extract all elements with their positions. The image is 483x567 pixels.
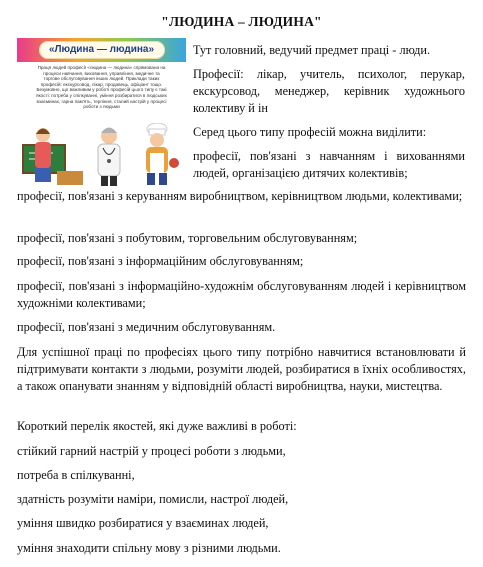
quality-item: стійкий гарний настрій у процесі роботи з людьми, bbox=[17, 444, 286, 458]
quality-item: здатність розуміти наміри, помисли, настрої людей, bbox=[17, 492, 289, 506]
doctor-icon bbox=[98, 128, 120, 187]
quality-item: потреба в спілкуванні, bbox=[17, 468, 135, 482]
quality-item: уміння швидко розбиратися у взаєминах людей, bbox=[17, 516, 269, 530]
professions-paragraph: Професії: лікар, учитель, психолог, перукар, екскурсовод, менеджер, керівник художнього колективу й ін bbox=[193, 67, 465, 115]
caption-line: торгове обслуговування інших людей. Приклади таких bbox=[43, 76, 160, 82]
intro-paragraph: Тут головний, ведучий предмет праці - люди. bbox=[193, 43, 431, 57]
group-item: професії, пов'язані з навчанням і вихованнями людей, організацією дитячих колективів; bbox=[193, 149, 465, 180]
group-item: професії, пов'язані з керуванням виробництвом, керівництвом людьми, колективами; bbox=[17, 189, 463, 203]
page-title: "ЛЮДИНА – ЛЮДИНА" bbox=[161, 14, 322, 29]
group-item: професії, пов'язані з медичним обслуговуванням. bbox=[17, 320, 276, 334]
group-item: професії, пов'язані з інформаційним обслуговуванням; bbox=[17, 254, 304, 268]
professions-figures bbox=[17, 123, 186, 188]
caption-line: взаєминах, гарна пам'ять, терпіння, сталий настрій у процесі bbox=[36, 98, 167, 104]
groups-heading: Серед цього типу професій можна виділити: bbox=[193, 125, 427, 139]
group-item: професії, пов'язані з інформаційно-художнім обслуговуванням людей і керівництвом художніми колективами; bbox=[17, 279, 466, 310]
qualities-heading: Короткий перелік якостей, які дуже важливі в роботі: bbox=[17, 419, 297, 433]
teacher-icon bbox=[23, 128, 83, 185]
profession-illustration bbox=[17, 38, 186, 188]
chef-icon bbox=[146, 123, 179, 185]
group-item: професії, пов'язані з побутовим, торговельним обслуговуванням; bbox=[17, 231, 358, 245]
quality-item: уміння знаходити спільну мову з різними людьми. bbox=[17, 541, 281, 555]
caption-line: Безумовно, що важливим у роботі професій цього типу є такі bbox=[36, 87, 167, 93]
illustration-caption bbox=[23, 65, 180, 110]
caption-line: якості: потреба у спілкуванні, уміння розбиратися в людських bbox=[36, 92, 167, 98]
caption-line: професій: екскурсовод, лікар, продавець, офіціант тощо. bbox=[40, 81, 163, 87]
banner-title: «Людина — людина» bbox=[48, 44, 155, 55]
caption-line: процеси навчання, виховання, управління, медичне та bbox=[43, 70, 160, 76]
success-paragraph: Для успішної праці по професіях цього типу потрібно навчитися встановлювати й підтримувати контакти з людьми, розуміти людей, розбиратися в їхніх особливостях, а також опанувати знанням у відповідній області виробництва, науки, мистецтва. bbox=[17, 345, 466, 393]
caption-line: Праця людей професії «людина — людина» спрямована на bbox=[37, 65, 166, 70]
caption-line: роботи з людьми bbox=[83, 104, 120, 110]
